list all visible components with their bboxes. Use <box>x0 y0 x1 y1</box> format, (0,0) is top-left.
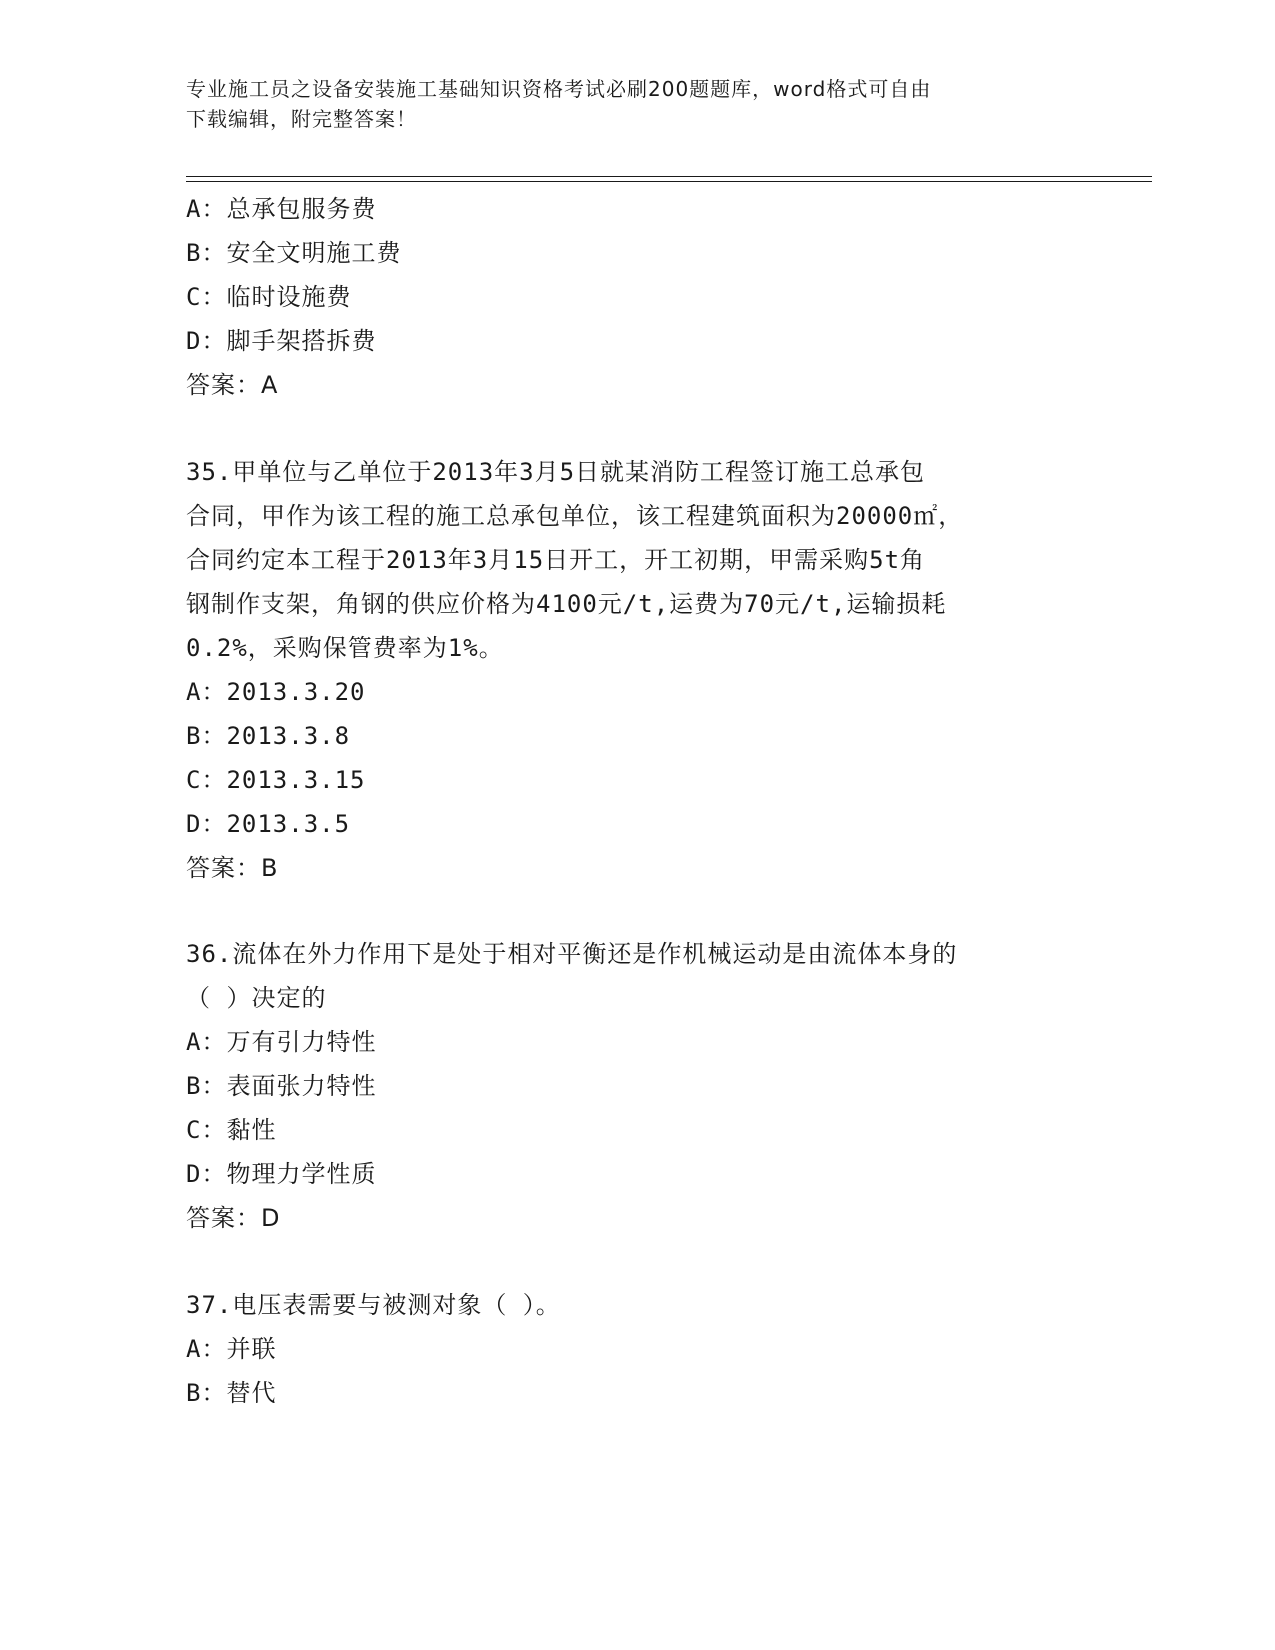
q35-stem-line-3: 合同约定本工程于2013年3月15日开工，开工初期，甲需采购5t角 <box>186 546 926 574</box>
q35-stem-line-1: 35.甲单位与乙单位于2013年3月5日就某消防工程签订施工总承包 <box>186 458 926 486</box>
q36-stem-line-2: （ ）决定的 <box>186 984 327 1012</box>
q35-stem-line-4: 钢制作支架，角钢的供应价格为4100元/t,运费为70元/t,运输损耗 <box>186 590 947 618</box>
header-line-2: 下载编辑，附完整答案！ <box>186 107 417 131</box>
q35-option-d: D：2013.3.5 <box>186 810 351 838</box>
header-divider-top <box>186 176 1152 177</box>
q35-option-a: A：2013.3.20 <box>186 678 366 706</box>
q34-option-c: C：临时设施费 <box>186 283 352 311</box>
q36-option-c: C：黏性 <box>186 1116 277 1144</box>
q36-stem-line-1: 36.流体在外力作用下是处于相对平衡还是作机械运动是由流体本身的 <box>186 940 958 968</box>
q35-stem-line-5: 0.2%，采购保管费率为1%。 <box>186 634 504 662</box>
document-header <box>186 74 1076 134</box>
q35-option-c: C：2013.3.15 <box>186 766 366 794</box>
q36-option-a: A：万有引力特性 <box>186 1028 377 1056</box>
q36-option-d: D：物理力学性质 <box>186 1160 377 1188</box>
q37-option-b: B：替代 <box>186 1379 277 1407</box>
q37-stem-line-1: 37.电压表需要与被测对象（ ）。 <box>186 1291 561 1319</box>
header-divider-bottom <box>186 181 1152 182</box>
q35-answer: 答案：B <box>186 854 279 882</box>
header-line-1: 专业施工员之设备安装施工基础知识资格考试必刷200题题库，word格式可自由 <box>186 77 932 101</box>
q36-option-b: B：表面张力特性 <box>186 1072 377 1100</box>
q37-option-a: A：并联 <box>186 1335 277 1363</box>
q36-answer: 答案：D <box>186 1204 281 1232</box>
q35-option-b: B：2013.3.8 <box>186 722 351 750</box>
q34-option-d: D：脚手架搭拆费 <box>186 327 377 355</box>
q35-stem-line-2: 合同，甲作为该工程的施工总承包单位，该工程建筑面积为20000㎡， <box>186 502 964 530</box>
q34-answer: 答案：A <box>186 371 279 399</box>
q34-option-b: B：安全文明施工费 <box>186 239 402 267</box>
q34-option-a: A：总承包服务费 <box>186 195 377 223</box>
